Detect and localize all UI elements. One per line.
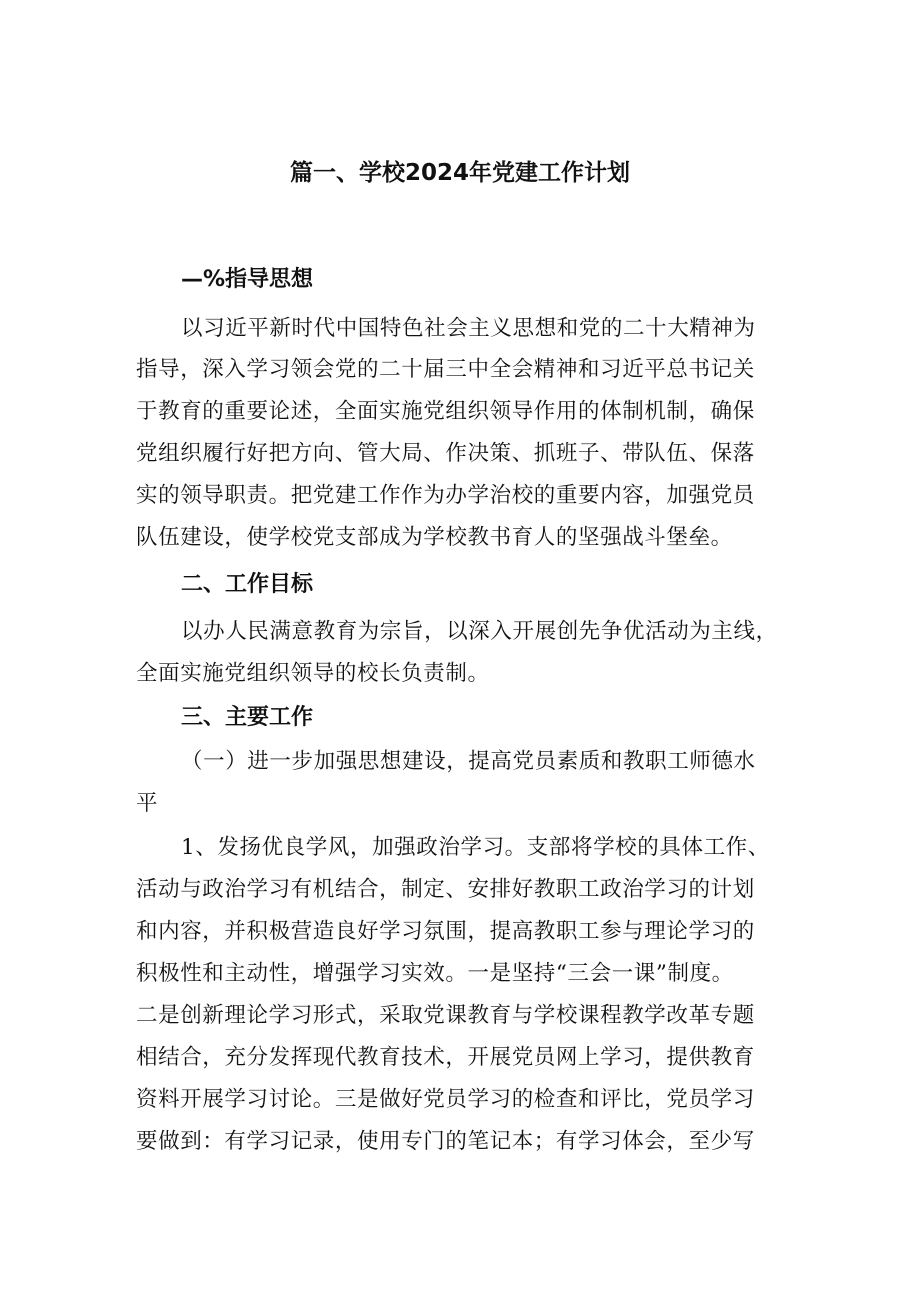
paragraph-line: 以习近平新时代中国特色社会主义思想和党的二十大精神为	[181, 316, 756, 341]
paragraph-line: 队伍建设，使学校党支部成为学校教书育人的坚强战斗堡垒。	[136, 525, 733, 550]
paragraph-line: 指导，深入学习领会党的二十届三中全会精神和习近平总书记关	[136, 357, 755, 382]
subsection-heading-line: 平	[136, 791, 159, 816]
paragraph-line: 全面实施党组织领导的校长负责制。	[136, 661, 490, 686]
paragraph-line: 实的领导职责。把党建工作作为办学治校的重要内容，加强党员	[136, 483, 755, 508]
paragraph-line: 资料开展学习讨论。三是做好党员学习的检查和评比，党员学习	[136, 1087, 755, 1112]
paragraph-line: 以办人民满意教育为宗旨，以深入开展创先争优活动为主线，	[181, 619, 778, 644]
paragraph-line: 要做到：有学习记录，使用专门的笔记本；有学习体会，至少写	[136, 1129, 755, 1154]
section-heading-work-goals: 二、工作目标	[181, 572, 314, 597]
paragraph-line: 于教育的重要论述，全面实施党组织领导作用的体制机制，确保	[136, 399, 755, 424]
section-heading-main-work: 三、主要工作	[181, 705, 314, 730]
paragraph-line: 二是创新理论学习形式，采取党课教育与学校课程教学改革专题	[136, 1003, 755, 1028]
paragraph-line: 相结合，充分发挥现代教育技术，开展党员网上学习，提供教育	[136, 1045, 755, 1070]
paragraph-line: 党组织履行好把方向、管大局、作决策、抓班子、带队伍、保落	[136, 441, 755, 466]
section-heading-guiding-thought: —%指导思想	[181, 267, 314, 292]
paragraph-line: 活动与政治学习有机结合，制定、安排好教职工政治学习的计划	[136, 877, 755, 902]
paragraph-line: 积极性和主动性，增强学习实效。一是坚持“三会一课”制度。	[136, 961, 734, 986]
paragraph-line: 1、发扬优良学风，加强政治学习。支部将学校的具体工作、	[181, 835, 770, 860]
paragraph-line: 和内容，并积极营造良好学习氛围，提高教职工参与理论学习的	[136, 919, 755, 944]
document-title: 篇一、学校2024年党建工作计划	[289, 160, 630, 186]
subsection-heading-line: （一）进一步加强思想建设，提高党员素质和教职工师德水	[181, 749, 756, 774]
